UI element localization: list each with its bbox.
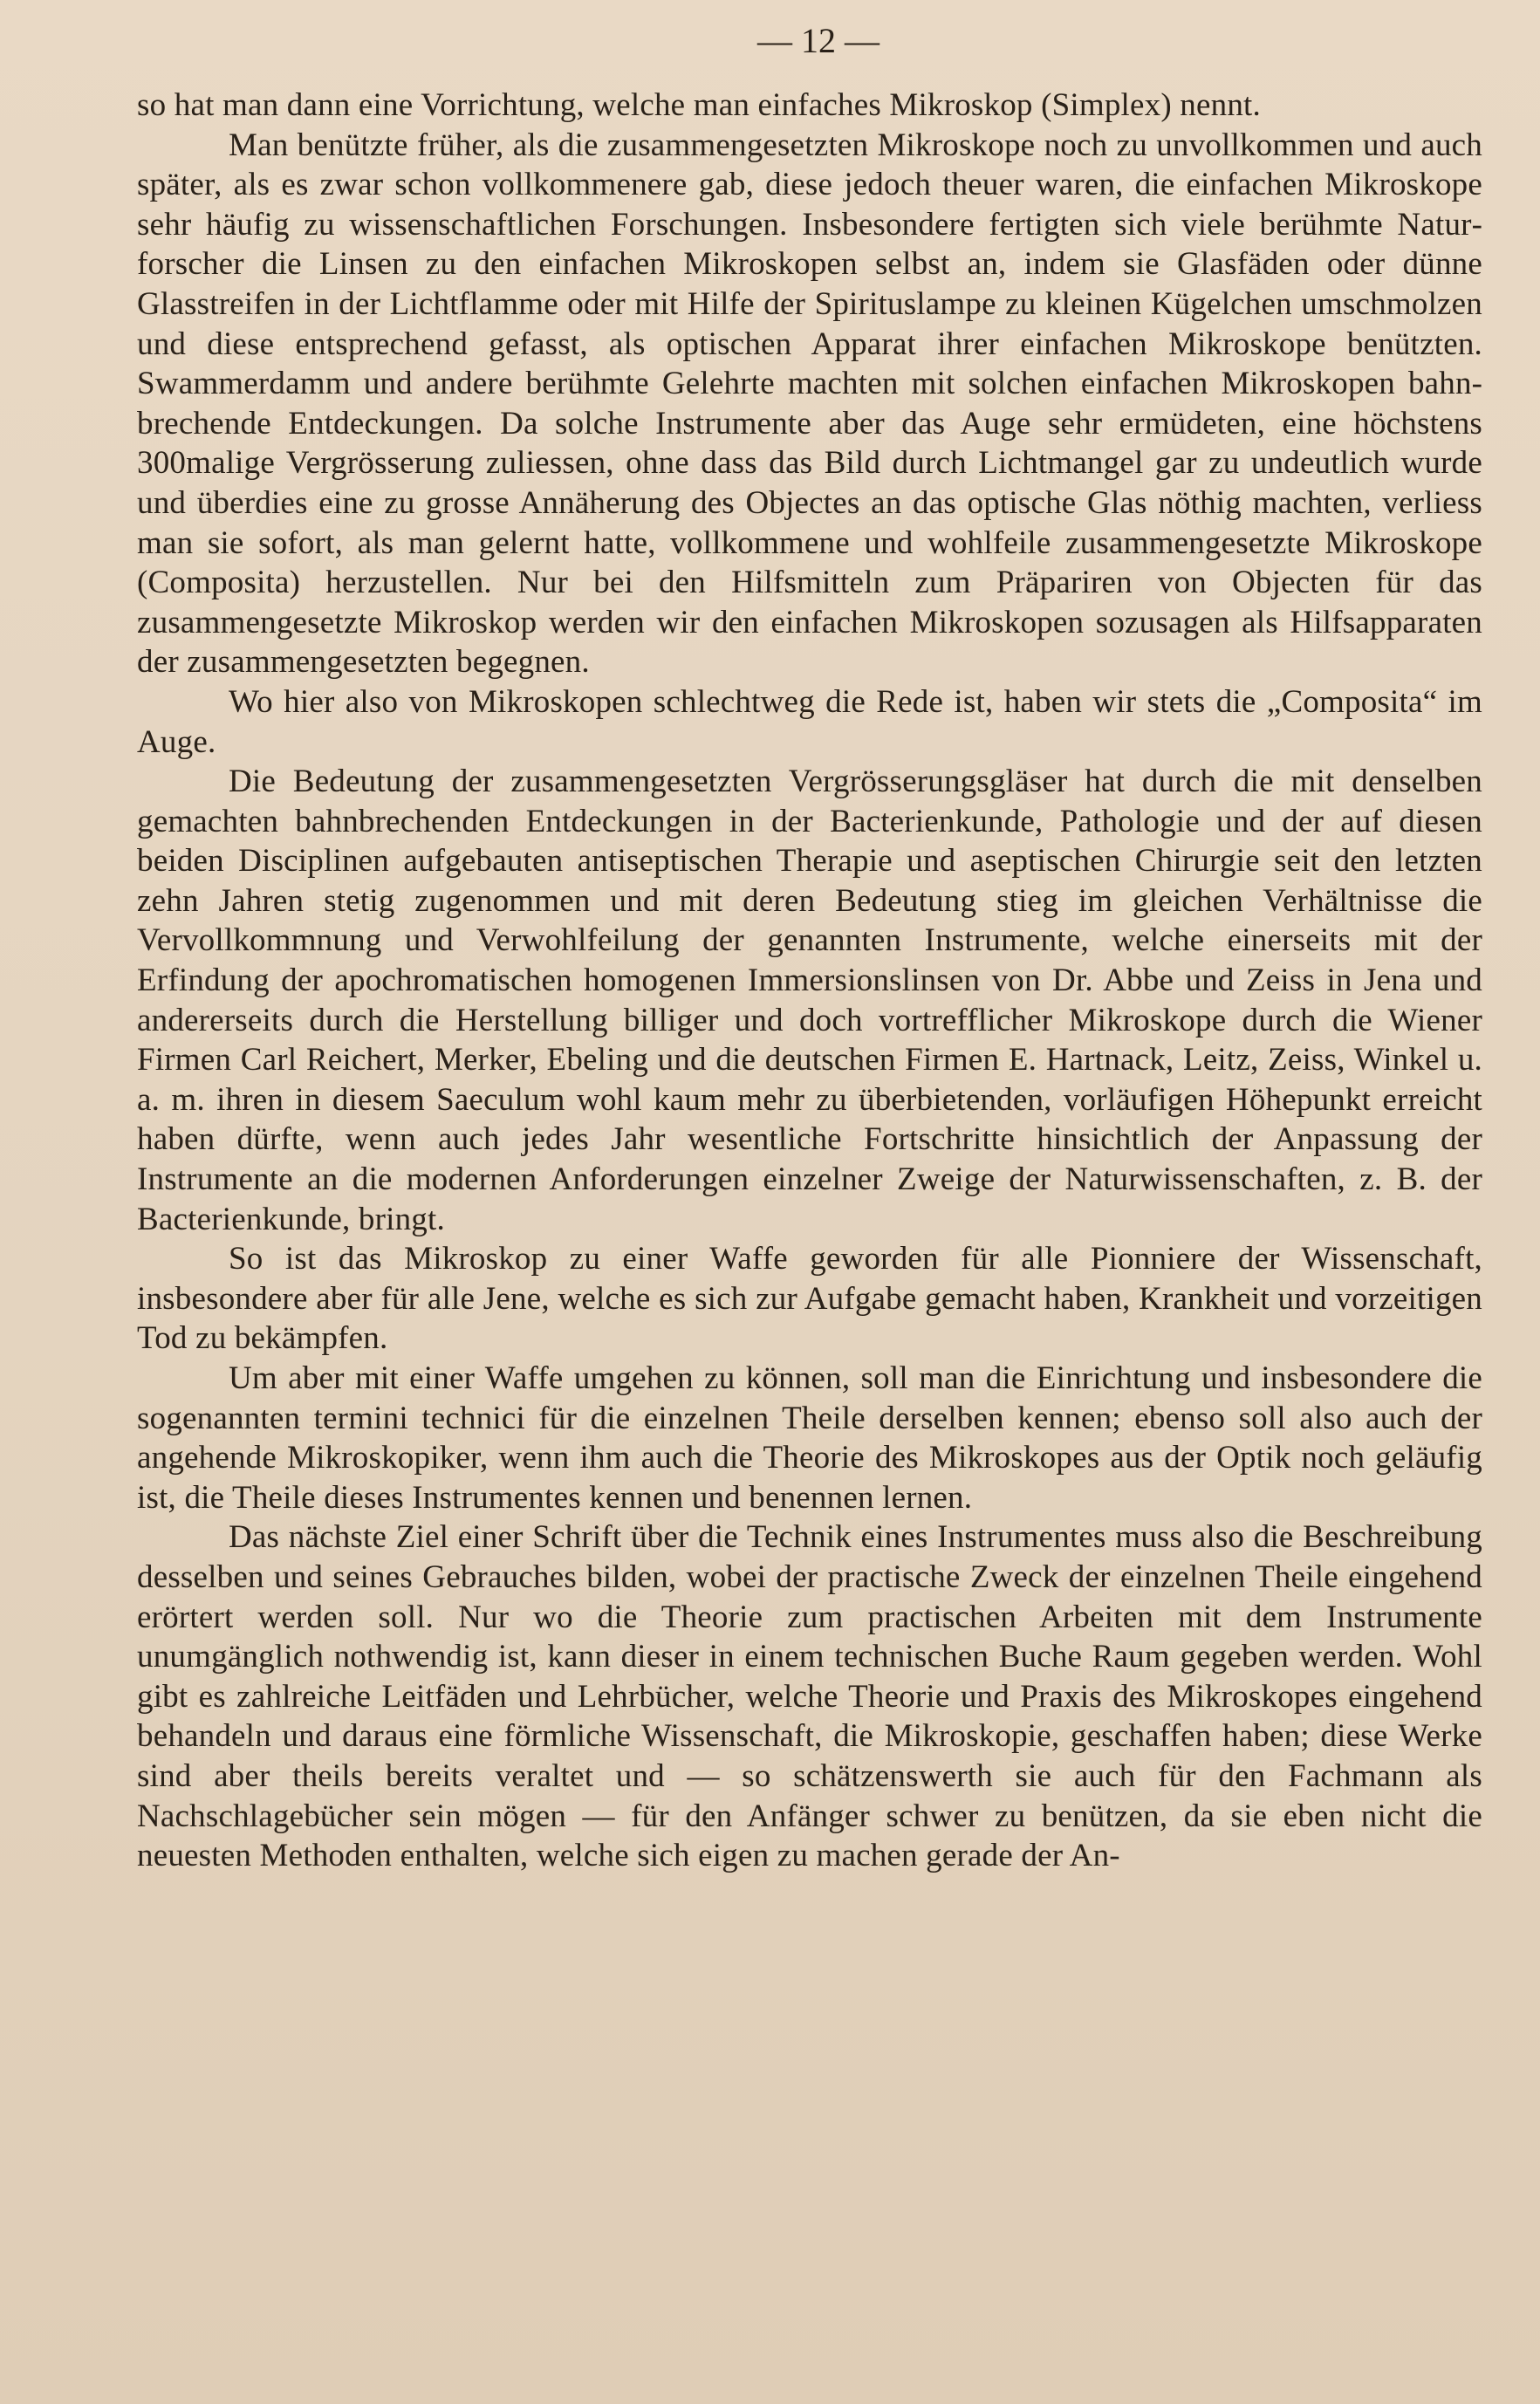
paragraph-6: Um aber mit einer Waffe umgehen zu können, soll man die Einrichtung und insbesondere die sogenannten termini technici für die einzelnen Theile derselben kennen; ebenso soll also auch der angehende Mikroskopiker, wenn ihm auch die Theorie des Mikroskopes aus der Optik noch geläufig ist, die Theile dieses Instrumentes kennen und benennen lernen. <box>137 1360 1482 1516</box>
paragraph-5: So ist das Mikroskop zu einer Waffe geworden für alle Pionniere der Wissenschaft, insbesondere aber für alle Jene, welche es sich zur Aufgabe gemacht haben, Krankheit und vorzeitigen Tod zu bekämpfen. <box>137 1241 1482 1357</box>
paragraph-3: Wo hier also von Mikroskopen schlechtweg die Rede ist, haben wir stets die „Composita“ im Auge. <box>137 683 1482 760</box>
paragraph-2: Man benützte früher, als die zusammengesetzten Mikroskope noch zu unvollkommen und auch später, als es zwar schon vollkommenere gab, diese jedoch theuer waren, die einfachen Mikroskope sehr häufig zu wissenschaftlichen Forschungen. Insbesondere fertigten sich viele berühmte Naturforscher die Linsen zu den einfachen Mikroskopen selbst an, indem sie Glasfäden oder dünne Glasstreifen in der Lichtflamme oder mit Hilfe der Spirituslampe zu kleinen Kügelchen umschmolzen und diese entsprechend gefasst, als optischen Apparat ihrer einfachen Mikroskope benützten. Swammerdamm und andere berühmte Gelehrte machten mit solchen einfachen Mikroskopen bahnbrechende Entdeckungen. Da solche Instrumente aber das Auge sehr ermüdeten, eine höchstens 300malige Vergrösserung zuliessen, ohne dass das Bild durch Lichtmangel gar zu undeutlich wurde und überdies eine zu grosse Annäherung des Objectes an das optische Glas nöthig machten, verliess man sie sofort, als man gelernt hatte, vollkommene und wohlfeile zusammengesetzte Mikroskope (Composita) herzustellen. Nur bei den Hilfsmitteln zum Präpariren von Objecten für das zusammengesetzte Mikroskop werden wir den einfachen Mikroskopen sozusagen als Hilfsapparaten der zusammengesetzten begegnen. <box>137 127 1482 681</box>
paragraph-4: Die Bedeutung der zusammengesetzten Vergrösserungsgläser hat durch die mit denselben gemachten bahnbrechenden Entdeckungen in der Bacterienkunde, Pathologie und der auf diesen beiden Disciplinen aufgebauten antiseptischen Therapie und aseptischen Chirurgie seit den letzten zehn Jahren stetig zugenommen und mit deren Bedeutung stieg im gleichen Verhältnisse die Vervollkommnung und Verwohlfeilung der genannten Instrumente, welche einerseits mit der Erfindung der apochromatischen homogenen Immersionslinsen von Dr. Abbe und Zeiss in Jena und andererseits durch die Herstellung billiger und doch vortrefflicher Mikroskope durch die Wiener Firmen Carl Reichert, Merker, Ebeling und die deutschen Firmen E. Hartnack, Leitz, Zeiss, Winkel u. a. m. ihren in diesem Saeculum wohl kaum mehr zu überbietenden, vorläufigen Höhepunkt erreicht haben dürfte, wenn auch jedes Jahr wesentliche Fortschritte hinsichtlich der Anpassung der Instrumente an die modernen Anforderungen einzelner Zweige der Naturwissenschaften, z. B. der Bacterienkunde, bringt. <box>137 764 1482 1237</box>
paragraph-1: so hat man dann eine Vorrichtung, welche man einfaches Mikroskop (Simplex) nennt. <box>137 87 1261 123</box>
paragraph-7: Das nächste Ziel einer Schrift über die Technik eines Instrumentes muss also die Beschreibung desselben und seines Gebrauches bilden, wobei der practische Zweck der einzelnen Theile eingehend erörtert werden soll. Nur wo die Theorie zum practischen Arbeiten mit dem Instrumente unumgänglich nothwendig ist, kann dieser in einem technischen Buche Raum gegeben werden. Wohl gibt es zahlreiche Leitfäden und Lehrbücher, welche Theorie und Praxis des Mikroskopes eingehend behandeln und daraus eine förmliche Wissenschaft, die Mikroskopie, geschaffen haben; diese Werke sind aber theils bereits veraltet und — so schätzenswerth sie auch für den Fachmann als Nachschlagebücher sein mögen — für den Anfänger schwer zu benützen, da sie eben nicht die neuesten Methoden enthalten, welche sich eigen zu machen gerade der An- <box>137 1519 1482 1874</box>
page-number: — 12 — <box>757 21 880 60</box>
body-text <box>137 86 1482 1876</box>
